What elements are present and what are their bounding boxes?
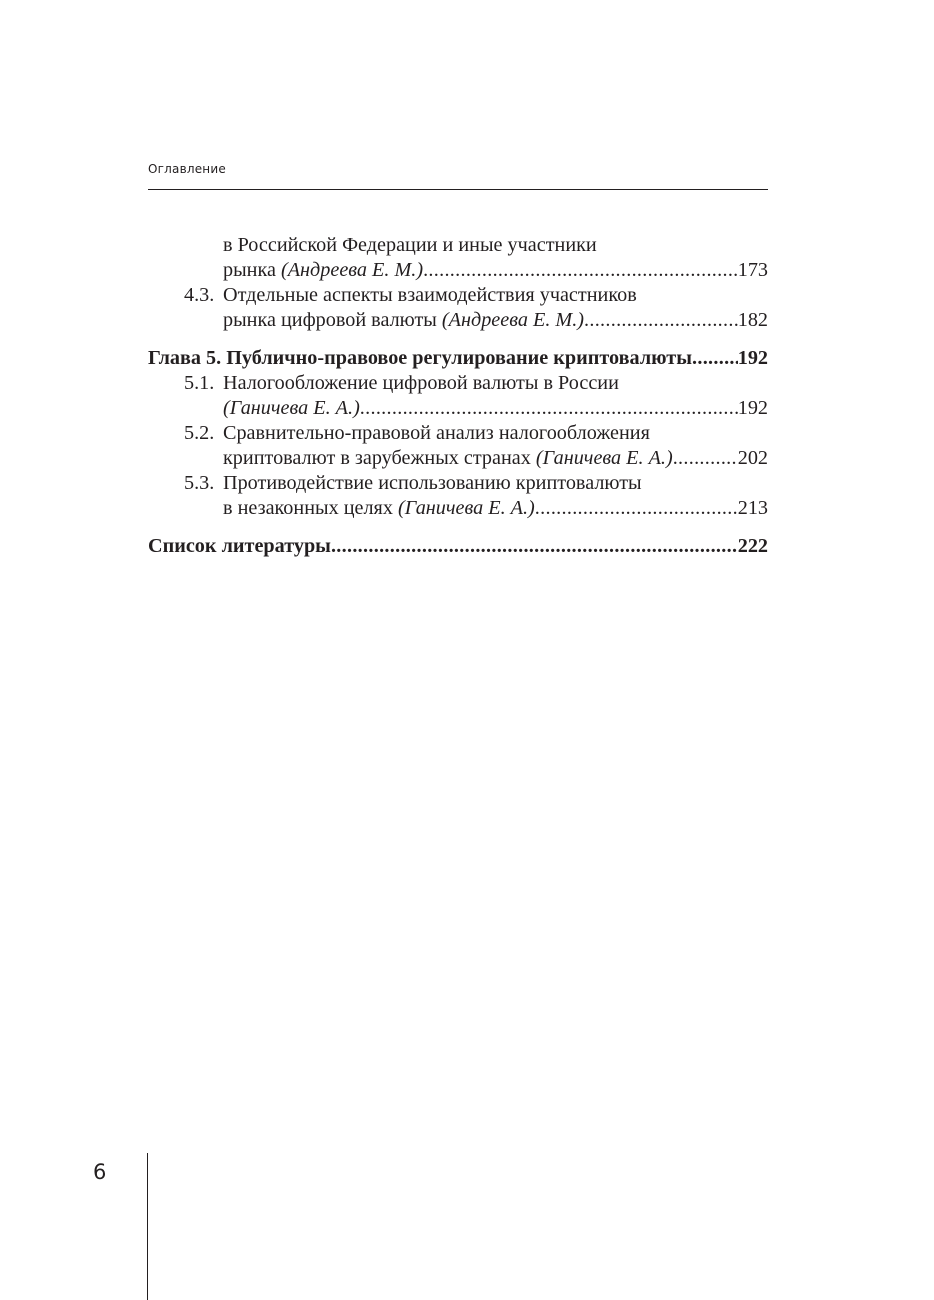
running-header-title: Оглавление [148, 162, 226, 176]
toc-entry-4-2-line2[interactable] [148, 258, 768, 283]
folio-rule [147, 1153, 148, 1300]
toc-entry-5-3-line1[interactable] [148, 471, 768, 496]
toc-page-number: 173 [737, 259, 768, 281]
header-rule [148, 189, 768, 190]
page-number: 6 [93, 1160, 107, 1184]
toc-chapter-5[interactable] [148, 346, 768, 371]
toc-entry-text: рынка цифровой валюты [223, 309, 442, 331]
toc-entry-text: рынка [223, 259, 281, 281]
toc-entry-author: (Андреева Е. М.) [441, 309, 584, 331]
section-number: 4.3. [184, 284, 215, 306]
spacer [148, 333, 768, 346]
toc-entry-5-3-line2[interactable] [148, 496, 768, 521]
toc-entry-author: (Ганичева Е. А.) [535, 447, 673, 469]
dot-leader [584, 308, 738, 333]
toc-entry-5-2-line2[interactable] [148, 446, 768, 471]
dot-leader [331, 534, 738, 559]
toc-entry-5-2-line1[interactable] [148, 421, 768, 446]
toc-entry-author: (Андреева Е. М.) [280, 259, 424, 281]
toc-entry-4-3-line2[interactable] [148, 308, 768, 333]
toc-entry-title: Отдельные аспекты взаимодействия участников [223, 284, 637, 306]
toc-entry-title: Противодействие использованию криптовалюты [223, 472, 642, 494]
spacer [148, 521, 768, 534]
dot-leader [423, 258, 738, 283]
table-of-contents [148, 233, 768, 559]
dot-leader [360, 396, 738, 421]
toc-entry-text: в незаконных целях [223, 497, 398, 519]
section-number: 5.3. [184, 472, 215, 494]
toc-page-number: 192 [737, 347, 768, 369]
dot-leader [673, 446, 738, 471]
toc-entry-text: криптовалют в зарубежных странах [223, 447, 536, 469]
toc-entry-author: (Ганичева Е. А.) [223, 397, 360, 419]
toc-page-number: 182 [737, 309, 768, 331]
toc-entry-title: Налогообложение цифровой валюты в России [223, 372, 619, 394]
section-number: 5.1. [184, 372, 215, 394]
chapter-title: Глава 5. Публично-правовое регулирование криптовалюты [148, 347, 692, 369]
toc-entry-author: (Ганичева Е. А.) [397, 497, 535, 519]
toc-entry-5-1-line2[interactable] [148, 396, 768, 421]
toc-page-number: 222 [737, 535, 768, 557]
toc-page-number: 192 [737, 397, 768, 419]
toc-page-number: 213 [737, 497, 768, 519]
dot-leader [535, 496, 738, 521]
toc-entry-5-1-line1[interactable] [148, 371, 768, 396]
section-number: 5.2. [184, 422, 215, 444]
toc-entry-4-3-line1[interactable] [148, 283, 768, 308]
toc-entry-4-2-line1: в Российской Федерации и иные участники [223, 234, 597, 256]
bibliography-title: Список литературы [148, 535, 331, 557]
toc-page-number: 202 [737, 447, 768, 469]
toc-bibliography[interactable] [148, 534, 768, 559]
dot-leader [692, 346, 738, 371]
toc-entry-title: Сравнительно-правовой анализ налогообложения [223, 422, 650, 444]
